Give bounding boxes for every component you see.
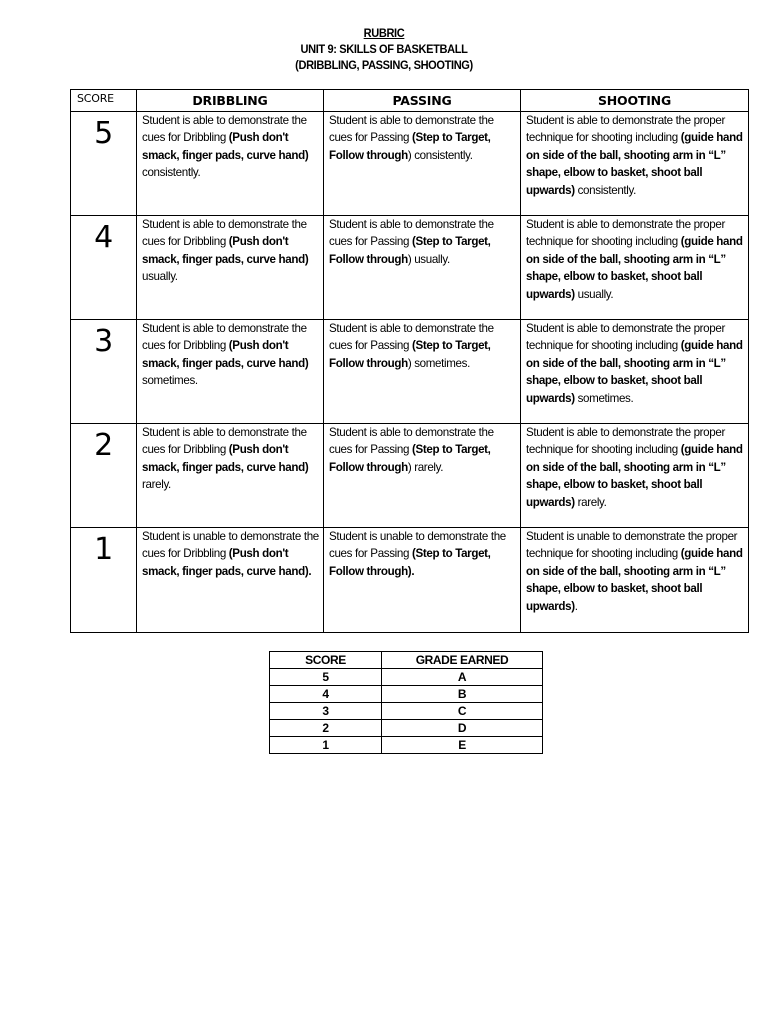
- grade-row: [270, 669, 543, 686]
- grade-letter-cell: E: [382, 737, 543, 754]
- grade-col-header-score: SCORE: [270, 652, 382, 669]
- frequency-text: usually.: [574, 287, 614, 301]
- unit-title: UNIT 9: SKILLS OF BASKETBALL: [300, 42, 468, 56]
- dribbling-cell: [137, 320, 324, 424]
- criteria-text: Student is unable to demonstrate the proper technique for shooting including: [526, 530, 738, 561]
- dribbling-cell: [137, 216, 324, 320]
- frequency-text: ) rarely.: [407, 460, 444, 474]
- grade-letter-cell: A: [382, 669, 543, 686]
- rubric-row: [71, 216, 749, 320]
- criteria-text: Student is able to demonstrate the cues for Passing: [329, 114, 494, 145]
- cues-text: (guide hand on side of the ball, shooting arm in “L” shape, elbow to basket, shoot ball upwards): [526, 547, 743, 613]
- cues-text: (guide hand on side of the ball, shooting arm in “L” shape, elbow to basket, shoot ball upwards): [526, 443, 743, 509]
- cues-text: (Step to Target, Follow through).: [329, 547, 491, 578]
- col-header-dribbling: DRIBBLING: [137, 90, 324, 112]
- criteria-text: Student is able to demonstrate the cues for Dribbling: [142, 322, 307, 353]
- shooting-cell: [521, 528, 749, 633]
- shooting-cell: [521, 424, 749, 528]
- grade-row: [270, 686, 543, 703]
- grade-score-cell: 2: [270, 720, 382, 737]
- grade-row: [270, 703, 543, 720]
- grade-score-cell: 4: [270, 686, 382, 703]
- score-cell: 1: [71, 528, 137, 633]
- dribbling-cell: [137, 528, 324, 633]
- grade-letter-cell: B: [382, 686, 543, 703]
- grade-header-row: [270, 652, 543, 669]
- frequency-text: consistently.: [142, 166, 201, 180]
- criteria-text: Student is able to demonstrate the proper technique for shooting including: [526, 322, 725, 353]
- criteria-text: Student is able to demonstrate the proper technique for shooting including: [526, 114, 725, 145]
- col-header-shooting: SHOOTING: [521, 90, 749, 112]
- score-cell: 5: [71, 112, 137, 216]
- cues-text: (Push don't smack, finger pads, curve hand): [142, 131, 309, 162]
- rubric-row: [71, 112, 749, 216]
- frequency-text: usually.: [142, 270, 178, 284]
- rubric-row: [71, 424, 749, 528]
- cues-text: (Step to Target, Follow through: [329, 235, 491, 266]
- frequency-text: rarely.: [574, 495, 607, 509]
- frequency-text: sometimes.: [142, 374, 198, 388]
- cues-text: (Step to Target, Follow through: [329, 443, 491, 474]
- rubric-row: [71, 320, 749, 424]
- passing-cell: [324, 424, 521, 528]
- document-header: [0, 25, 768, 73]
- passing-cell: [324, 112, 521, 216]
- rubric-table: [70, 89, 749, 633]
- frequency-text: ) consistently.: [407, 148, 473, 162]
- frequency-text: .: [574, 599, 578, 613]
- score-cell: 4: [71, 216, 137, 320]
- cues-text: (Step to Target, Follow through: [329, 131, 491, 162]
- cues-text: (Push don't smack, finger pads, curve hand): [142, 339, 309, 370]
- frequency-text: rarely.: [142, 478, 171, 492]
- score-cell: 3: [71, 320, 137, 424]
- criteria-text: Student is able to demonstrate the cues for Passing: [329, 218, 494, 249]
- criteria-text: Student is able to demonstrate the cues for Dribbling: [142, 218, 307, 249]
- passing-cell: [324, 528, 521, 633]
- criteria-text: Student is unable to demonstrate the cues for Dribbling: [142, 530, 319, 561]
- criteria-text: Student is able to demonstrate the cues for Dribbling: [142, 114, 307, 145]
- grade-score-cell: 1: [270, 737, 382, 754]
- shooting-cell: [521, 216, 749, 320]
- grade-score-cell: 5: [270, 669, 382, 686]
- cues-text: (Push don't smack, finger pads, curve hand).: [142, 547, 312, 578]
- cues-text: (Push don't smack, finger pads, curve hand): [142, 443, 309, 474]
- score-cell: 2: [71, 424, 137, 528]
- skills-subtitle: (DRIBBLING, PASSING, SHOOTING): [295, 58, 473, 72]
- cues-text: (guide hand on side of the ball, shooting arm in “L” shape, elbow to basket, shoot ball upwards): [526, 235, 743, 301]
- passing-cell: [324, 320, 521, 424]
- passing-cell: [324, 216, 521, 320]
- rubric-header-row: [71, 90, 749, 112]
- frequency-text: ) sometimes.: [407, 356, 470, 370]
- cues-text: (Push don't smack, finger pads, curve hand): [142, 235, 309, 266]
- grade-letter-cell: C: [382, 703, 543, 720]
- grade-letter-cell: D: [382, 720, 543, 737]
- grade-col-header-grade: GRADE EARNED: [382, 652, 543, 669]
- col-header-score: SCORE: [71, 90, 137, 112]
- criteria-text: Student is able to demonstrate the cues for Dribbling: [142, 426, 307, 457]
- frequency-text: ) usually.: [407, 252, 450, 266]
- criteria-text: Student is able to demonstrate the proper technique for shooting including: [526, 218, 725, 249]
- grade-row: [270, 737, 543, 754]
- grade-score-cell: 3: [270, 703, 382, 720]
- dribbling-cell: [137, 424, 324, 528]
- shooting-cell: [521, 320, 749, 424]
- doc-title: RUBRIC: [363, 26, 405, 40]
- dribbling-cell: [137, 112, 324, 216]
- shooting-cell: [521, 112, 749, 216]
- cues-text: (guide hand on side of the ball, shooting arm in “L” shape, elbow to basket, shoot ball upwards): [526, 339, 743, 405]
- criteria-text: Student is able to demonstrate the proper technique for shooting including: [526, 426, 725, 457]
- grade-row: [270, 720, 543, 737]
- rubric-row: [71, 528, 749, 633]
- col-header-passing: PASSING: [324, 90, 521, 112]
- criteria-text: Student is unable to demonstrate the cues for Passing: [329, 530, 506, 561]
- cues-text: (guide hand on side of the ball, shooting arm in “L” shape, elbow to basket, shoot ball upwards): [526, 131, 743, 197]
- criteria-text: Student is able to demonstrate the cues for Passing: [329, 426, 494, 457]
- cues-text: (Step to Target, Follow through: [329, 339, 491, 370]
- grade-table: [269, 651, 543, 754]
- criteria-text: Student is able to demonstrate the cues for Passing: [329, 322, 494, 353]
- frequency-text: sometimes.: [574, 391, 634, 405]
- frequency-text: consistently.: [574, 183, 636, 197]
